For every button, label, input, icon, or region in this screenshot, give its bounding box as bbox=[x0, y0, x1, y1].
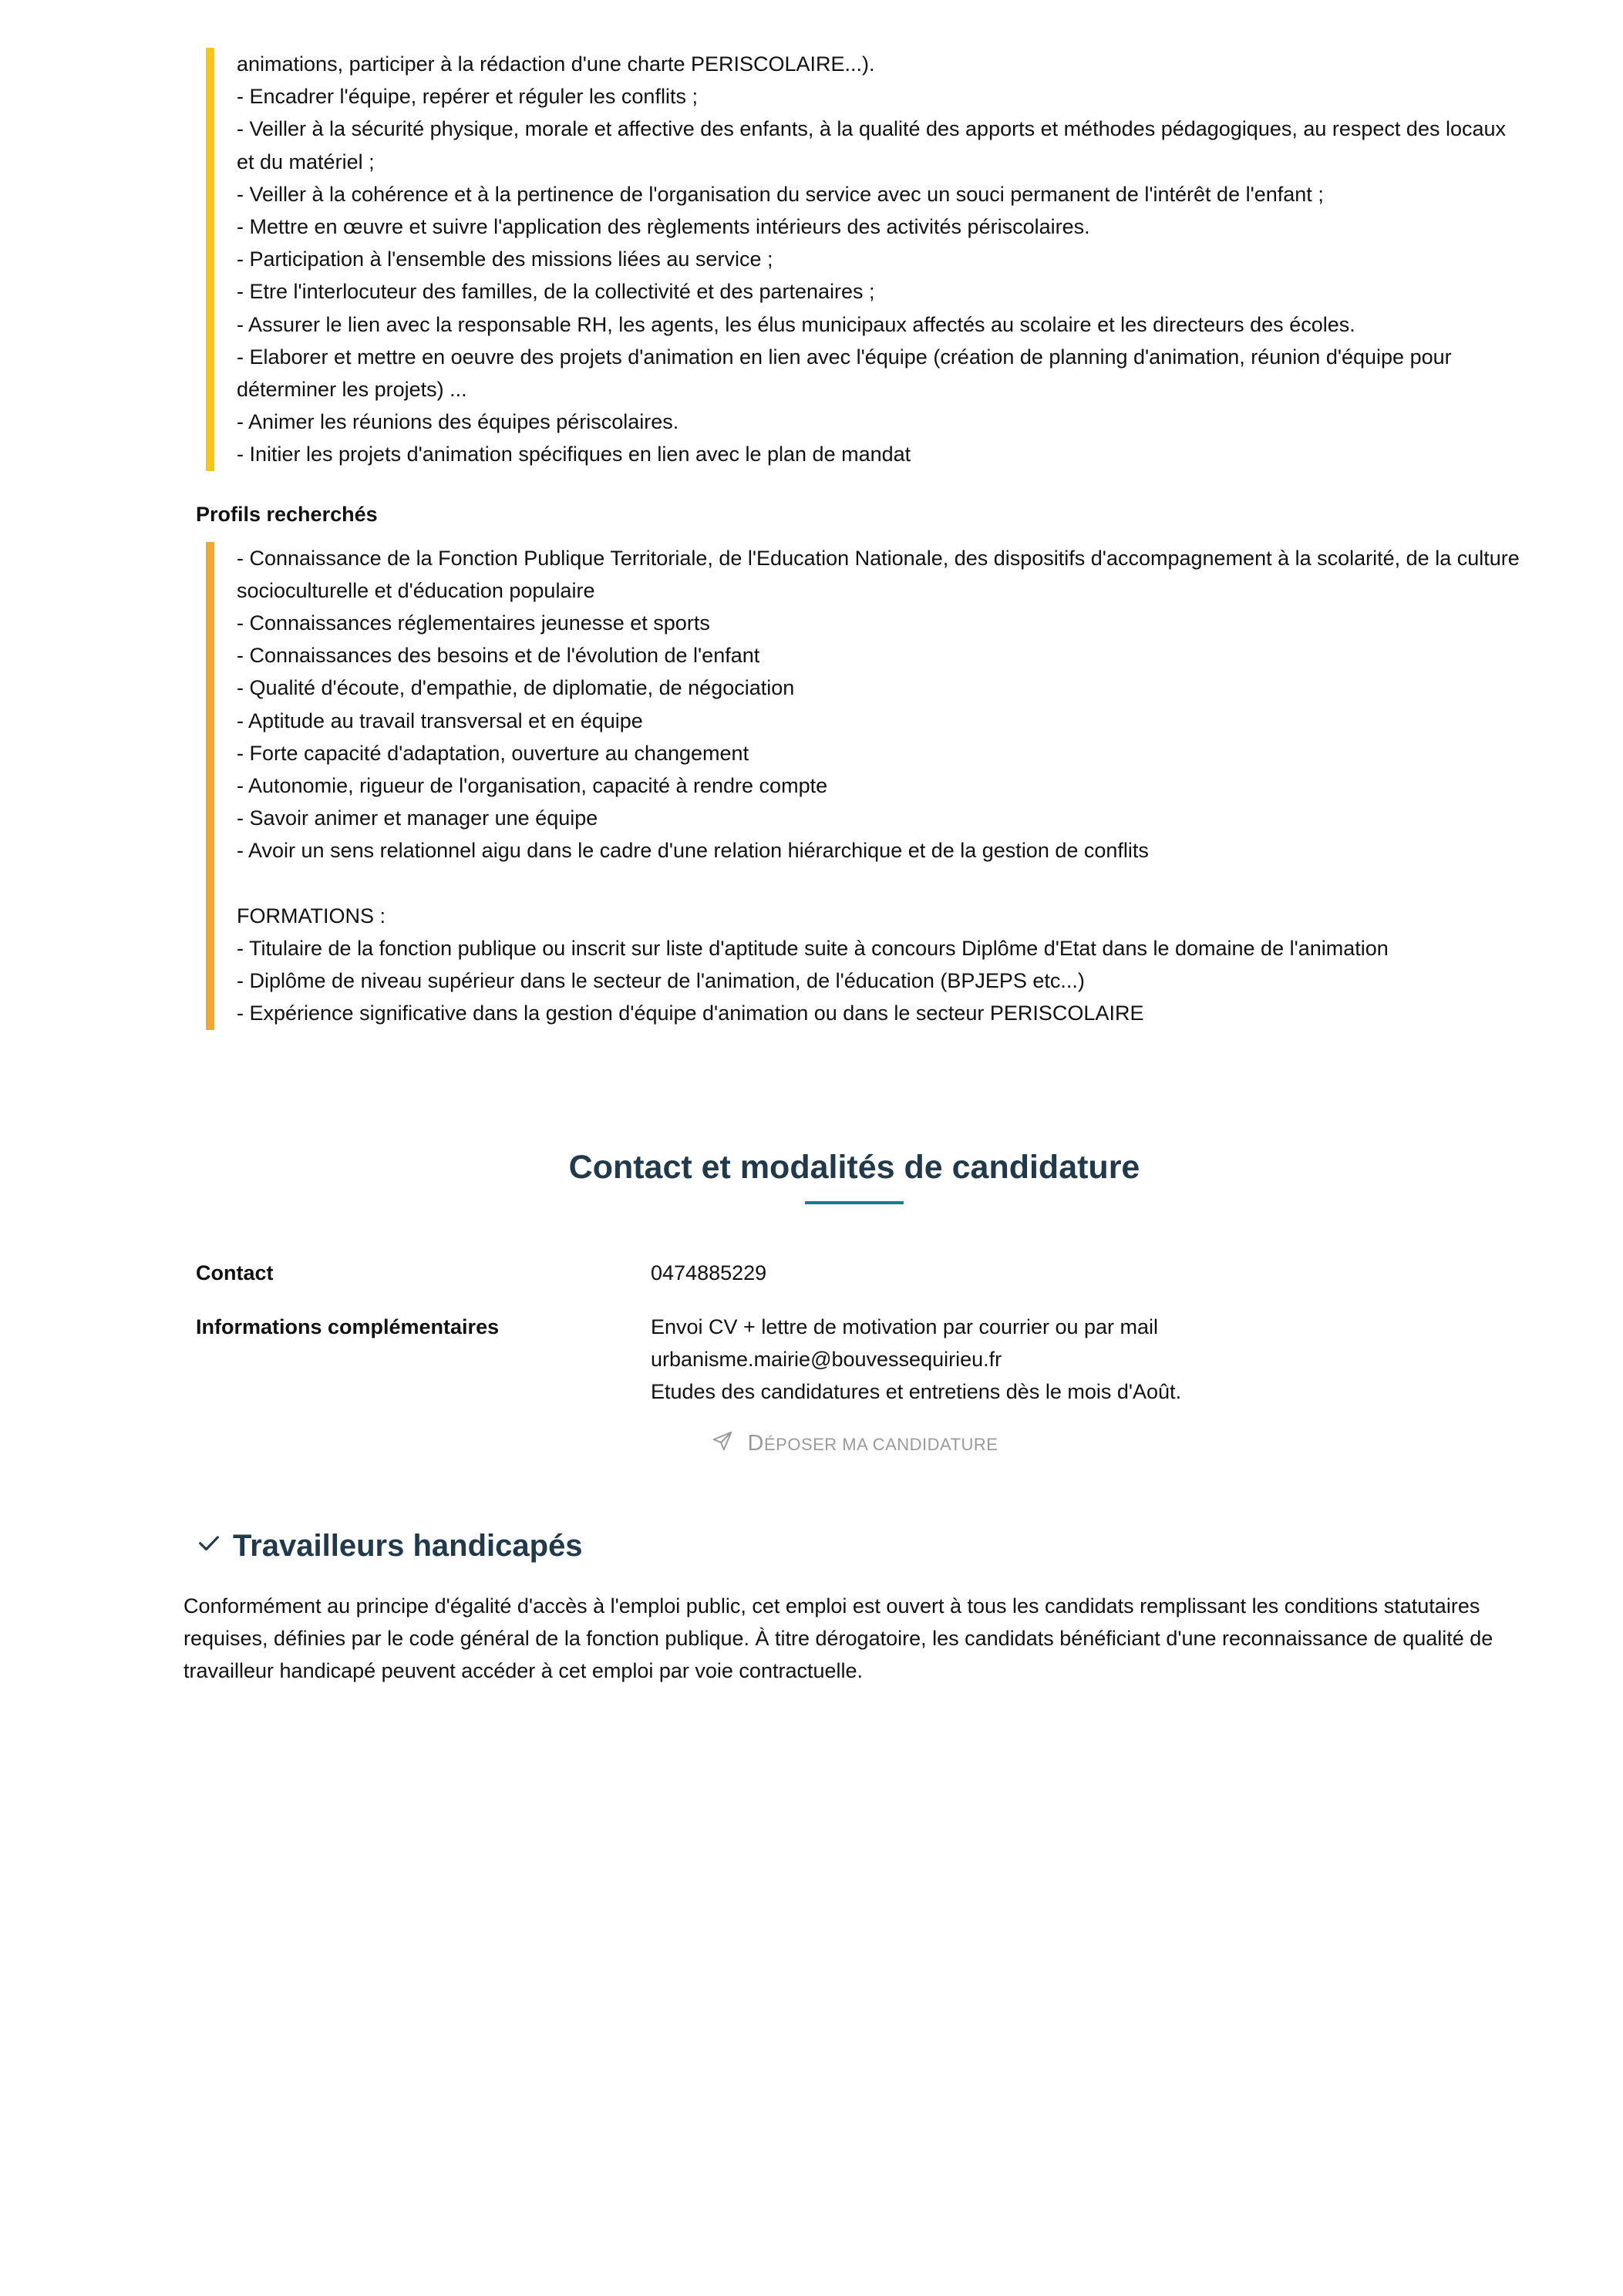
profil-item: - Avoir un sens relationnel aigu dans le cadre d'une relation hiérarchique et de la gestion de conflits bbox=[237, 839, 1149, 863]
formation-item: - Expérience significative dans la gestion d'équipe d'animation ou dans le secteur PERISCOLAIRE bbox=[237, 1002, 1144, 1025]
contact-label: Contact bbox=[196, 1261, 274, 1284]
profil-item: - Savoir animer et manager une équipe bbox=[237, 806, 598, 830]
apply-label-initial: D bbox=[747, 1430, 764, 1456]
profil-item: - Autonomie, rigueur de l'organisation, capacité à rendre compte bbox=[237, 774, 828, 798]
contact-info-table bbox=[196, 1257, 1525, 1408]
formations-heading: FORMATIONS : bbox=[237, 904, 386, 927]
formation-item: - Titulaire de la fonction publique ou inscrit sur liste d'aptitude suite à concours Diplôme d'Etat dans le domaine de l'animation bbox=[237, 937, 1389, 961]
apply-label-rest: ÉPOSER MA CANDIDATURE bbox=[763, 1434, 998, 1454]
missions-list bbox=[206, 48, 1525, 471]
missions-line: - Veiller à la cohérence et à la pertinence de l'organisation du service avec un souci permanent de l'intérêt de l'enfant ; bbox=[237, 182, 1324, 206]
contact-phone: 0474885229 bbox=[651, 1261, 767, 1284]
info-line: urbanisme.mairie@bouvessequirieu.fr bbox=[651, 1347, 1002, 1371]
title-underline bbox=[805, 1201, 904, 1204]
profil-item: - Connaissance de la Fonction Publique Territoriale, de l'Education Nationale, des dispositifs d'accompagnement à la scolarité, de la culture socioculturelle et d'éducation populaire bbox=[237, 546, 1520, 602]
handicap-text: Conformément au principe d'égalité d'accès à l'emploi public, cet emploi est ouvert à tous les candidats remplissant les conditions statutaires requises, définies par le code général de la fonction publique. À titre dérogatoire, les candidats bénéficiant d'une reconnaissance de qualité de travailleur handicapé peuvent accéder à cet emploi par voie contractuelle. bbox=[184, 1594, 1493, 1683]
contact-section-title: Contact et modalités de candidature bbox=[568, 1148, 1140, 1186]
missions-line: - Veiller à la sécurité physique, morale et affective des enfants, à la qualité des apports et méthodes pédagogiques, au respect des locaux et du matériel ; bbox=[237, 117, 1507, 173]
missions-line: - Participation à l'ensemble des missions liées au service ; bbox=[237, 247, 773, 271]
missions-line: - Animer les réunions des équipes périscolaires. bbox=[237, 410, 679, 434]
info-value bbox=[651, 1311, 1181, 1408]
send-icon bbox=[711, 1429, 734, 1458]
info-label: Informations complémentaires bbox=[196, 1315, 500, 1338]
missions-line: animations, participer à la rédaction d'une charte PERISCOLAIRE...). bbox=[237, 52, 875, 76]
profil-item: - Connaissances réglementaires jeunesse et sports bbox=[237, 611, 710, 635]
profils-heading: Profils recherchés bbox=[196, 502, 378, 526]
apply-label bbox=[748, 1431, 998, 1456]
apply-button[interactable] bbox=[184, 1429, 1525, 1458]
missions-line: - Assurer le lien avec la responsable RH, les agents, les élus municipaux affectés au scolaire et les directeurs des écoles. bbox=[237, 312, 1355, 336]
handicap-title: Travailleurs handicapés bbox=[233, 1528, 583, 1563]
missions-line: - Mettre en œuvre et suivre l'application des règlements intérieurs des activités périscolaires. bbox=[237, 215, 1090, 239]
profil-item: - Connaissances des besoins et de l'évolution de l'enfant bbox=[237, 644, 760, 668]
profil-item: - Aptitude au travail transversal et en équipe bbox=[237, 709, 643, 732]
handicap-heading bbox=[196, 1529, 1525, 1564]
contact-row bbox=[196, 1257, 1525, 1289]
missions-line: - Etre l'interlocuteur des familles, de la collectivité et des partenaires ; bbox=[237, 280, 875, 304]
profil-item: - Qualité d'écoute, d'empathie, de diplomatie, de négociation bbox=[237, 676, 795, 700]
info-line: Envoi CV + lettre de motivation par courrier ou par mail bbox=[651, 1315, 1159, 1338]
spacer bbox=[237, 867, 1525, 900]
info-row bbox=[196, 1311, 1525, 1408]
missions-line: - Elaborer et mettre en oeuvre des projets d'animation en lien avec l'équipe (création de planning d'animation, réunion d'équipe pour déterminer les projets) ... bbox=[237, 345, 1452, 402]
formation-item: - Diplôme de niveau supérieur dans le secteur de l'animation, de l'éducation (BPJEPS etc...) bbox=[237, 969, 1085, 993]
check-icon bbox=[196, 1529, 222, 1564]
content bbox=[184, 48, 1525, 1687]
missions-line: - Encadrer l'équipe, repérer et réguler les conflits ; bbox=[237, 85, 698, 109]
profils-list bbox=[206, 542, 1525, 1030]
info-line: Etudes des candidatures et entretiens dès le mois d'Août. bbox=[651, 1379, 1182, 1403]
profil-item: - Forte capacité d'adaptation, ouverture au changement bbox=[237, 741, 749, 765]
missions-line: - Initier les projets d'animation spécifiques en lien avec le plan de mandat bbox=[237, 443, 911, 466]
